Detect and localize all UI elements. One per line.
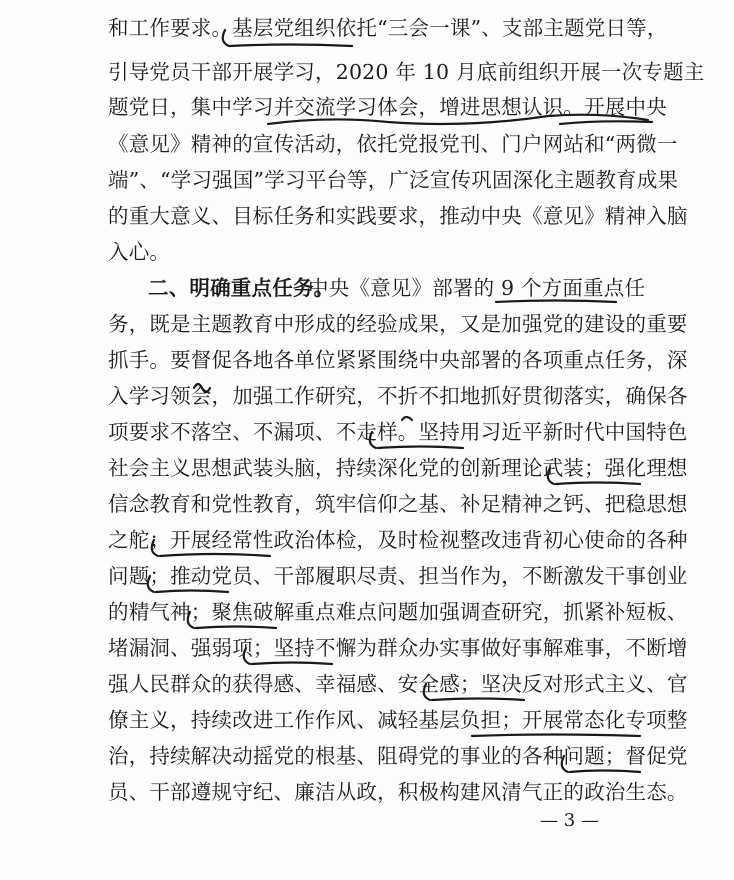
text-line-6: 的重大意义、目标任务和实践要求，推动中央《意见》精神入脑 — [108, 204, 688, 228]
text-line-11: 入学习领会，加强工作研究，不折不扣地抓好贯彻落实，确保各 — [108, 384, 688, 408]
text-line-4: 《意见》精神的宣传活动，依托党报党刊、门户网站和“两微一 — [108, 132, 678, 156]
text-line-18: 堵漏洞、强弱项；坚持不懈为群众办实事做好事解难事，不断增 — [108, 636, 688, 660]
text-line-20: 僚主义，持续改进工作作风、减轻基层负担；开展常态化专项整 — [108, 708, 688, 732]
text-line-19: 强人民群众的获得感、幸福感、安全感；坚决反对形式主义、官 — [108, 672, 688, 696]
text-line-9: 务，既是主题教育中形成的经验成果，又是加强党的建设的重要 — [108, 312, 688, 336]
text-line-21: 治，持续解决动摇党的根基、阻碍党的事业的各种问题；督促党 — [108, 744, 688, 768]
text-line-10: 抓手。要督促各地各单位紧紧围绕中央部署的各项重点任务，深 — [108, 348, 688, 372]
page-number: — 3 — — [540, 810, 599, 831]
text-line-15: 之舵；开展经常性政治体检，及时检视整改违背初心使命的各种 — [108, 528, 688, 552]
text-line-1: 和工作要求。基层党组织依托“三会一课”、支部主题党日等， — [108, 16, 668, 40]
text-line-12: 项要求不落空、不漏项、不走样。坚持用习近平新时代中国特色 — [108, 420, 688, 444]
text-line-13: 社会主义思想武装头脑，持续深化党的创新理论武装；强化理想 — [108, 456, 688, 480]
text-line-17: 的精气神；聚焦破解重点难点问题加强调查研究，抓紧补短板、 — [108, 600, 688, 624]
section-heading: 二、明确重点任务。 — [148, 276, 335, 300]
text-line-16: 问题；推动党员、干部履职尽责、担当作为，不断激发干事创业 — [108, 564, 688, 588]
text-line-7: 入心。 — [108, 240, 171, 264]
text-line-2: 引导党员干部开展学习，2020 年 10 月底前组织开展一次专题主 — [108, 60, 705, 84]
text-line-3: 题党日，集中学习并交流学习体会，增进思想认识。开展中央 — [108, 95, 667, 119]
text-line-8: 中央《意见》部署的 9 个方面重点任 — [308, 276, 646, 300]
text-line-5: 端”、“学习强国”学习平台等，广泛宣传巩固深化主题教育成果 — [108, 168, 679, 192]
text-line-22: 员、干部遵规守纪、廉洁从政，积极构建风清气正的政治生态。 — [108, 780, 688, 804]
text-line-14: 信念教育和党性教育，筑牢信仰之基、补足精神之钙、把稳思想 — [108, 492, 688, 516]
